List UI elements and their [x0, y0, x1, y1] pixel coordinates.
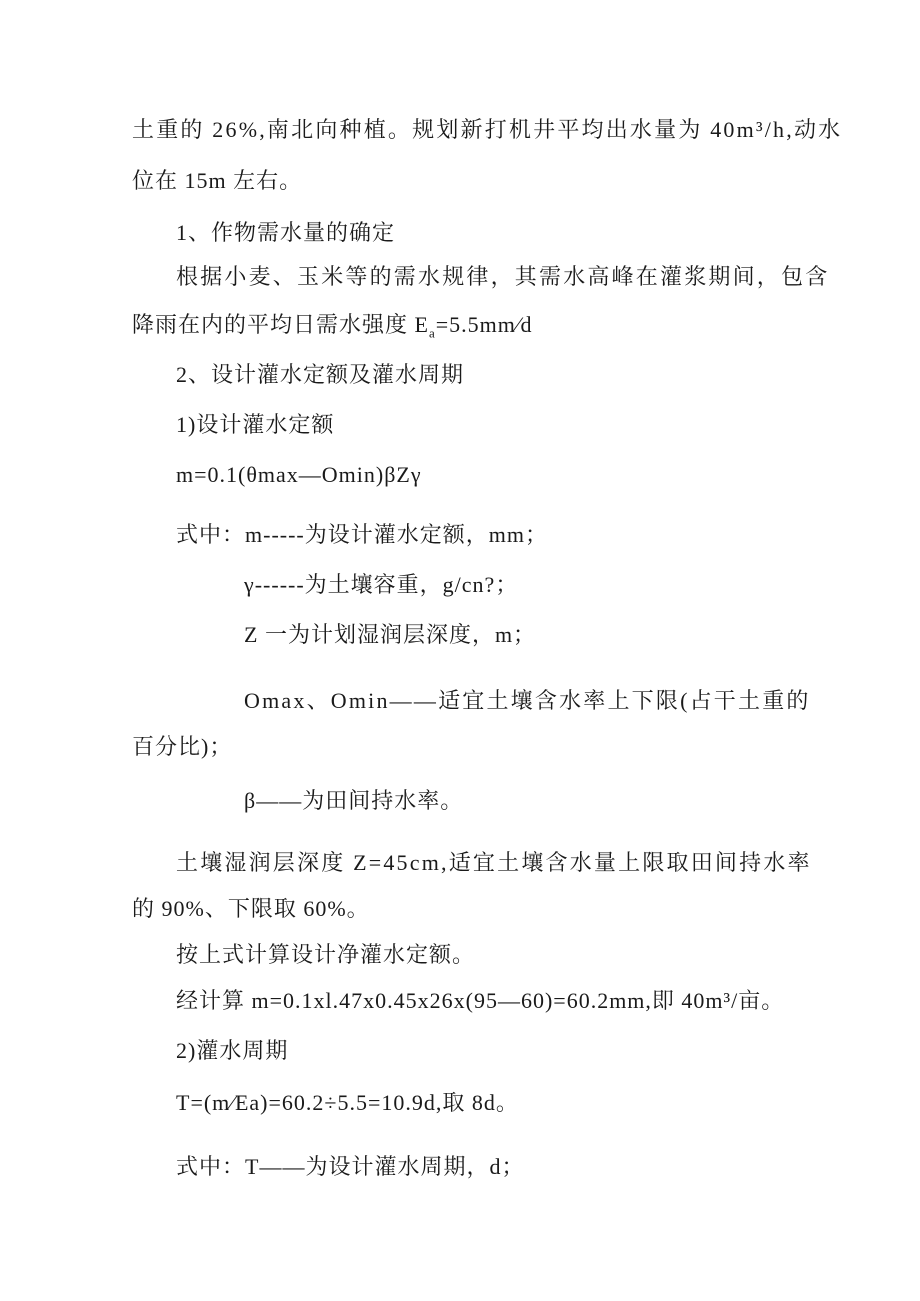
formula: m=0.1(θmax—Omin)βZγ — [176, 462, 422, 487]
paragraph-line: 土重的 26%,南北向种植。规划新打机井平均出水量为 40m³/h,动水 — [132, 117, 843, 142]
paragraph-line: 根据小麦、玉米等的需水规律，其需水高峰在灌浆期间，包含 — [176, 264, 830, 289]
definition-line: Z 一为计划湿润层深度，m； — [244, 622, 537, 647]
text-span: =5.5mm⁄d — [435, 312, 533, 337]
paragraph-line: 土壤湿润层深度 Z=45cm,适宜土壤含水量上限取田间持水率 — [176, 850, 812, 875]
definition-line: 百分比)； — [132, 734, 233, 759]
paragraph-line: 位在 15m 左右。 — [132, 168, 303, 193]
subscript: a — [428, 325, 436, 341]
definition-line: Omax、Omin——适宜土壤含水率上下限(占干土重的 — [244, 688, 811, 713]
paragraph-line — [132, 310, 920, 340]
paragraph-line: 按上式计算设计净灌水定额。 — [176, 942, 476, 967]
subsection-heading: 2)灌水周期 — [176, 1038, 289, 1063]
definition-line: γ------为土壤容重，g/cn?； — [244, 572, 519, 597]
section-heading: 2、设计灌水定额及灌水周期 — [176, 362, 465, 387]
section-heading: 1、作物需水量的确定 — [176, 220, 396, 245]
definition-line: 式中：T——为设计灌水周期，d； — [176, 1154, 525, 1179]
text-span: 降雨在内的平均日需水强度 E — [132, 312, 429, 337]
paragraph-line: 的 90%、下限取 60%。 — [132, 896, 370, 921]
definition-line: β——为田间持水率。 — [244, 788, 464, 813]
paragraph-line: 经计算 m=0.1xl.47x0.45x26x(95—60)=60.2mm,即 40m³/亩。 — [176, 988, 785, 1013]
definition-line: 式中：m-----为设计灌水定额，mm； — [176, 522, 548, 547]
subsection-heading: 1)设计灌水定额 — [176, 412, 335, 437]
formula: T=(m⁄Ea)=60.2÷5.5=10.9d,取 8d。 — [176, 1090, 519, 1115]
